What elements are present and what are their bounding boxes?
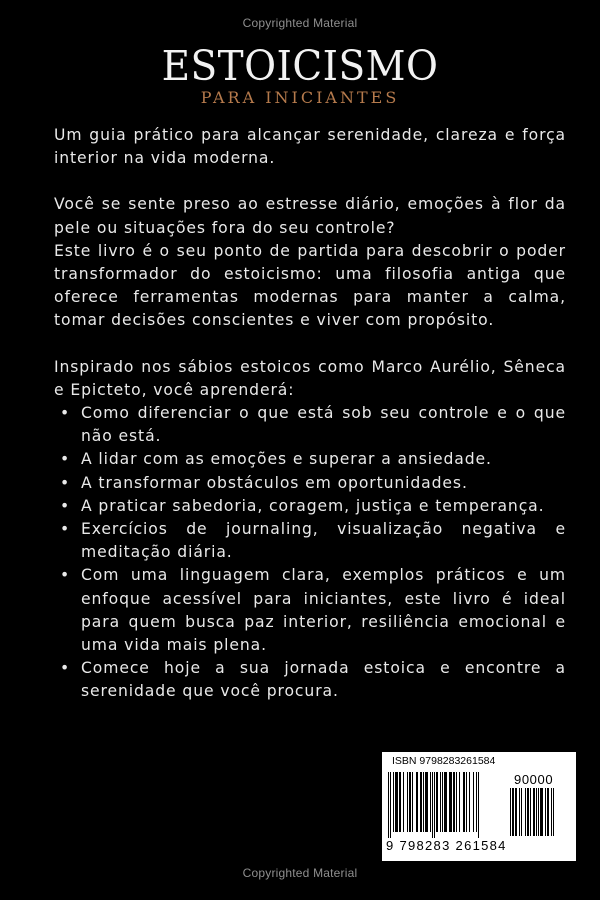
paragraph-gap [54,333,566,356]
copyright-watermark-top: Copyrighted Material [242,16,358,30]
list-item: • Com uma linguagem clara, exemplos práticos e um enfoque acessível para iniciantes, este livro é ideal para quem busca paz interior, resiliência emocional e uma vida mais plena. [54,564,566,657]
book-subtitle: PARA INICIANTES [200,88,400,107]
barcode-bars [388,772,506,838]
paragraph-gap [54,170,566,193]
book-title: ESTOICISMO [161,42,439,90]
copyright-watermark-bottom: Copyrighted Material [242,866,358,880]
addon-barcode-bars [510,788,568,838]
barcode-digits: 9 798283 261584 [386,838,507,853]
question-paragraph: Você se sente preso ao estresse diário, emoções à flor da pele ou situações fora do seu controle? [54,195,566,237]
isbn-barcode [382,752,576,861]
pitch-paragraph: Este livro é o seu ponto de partida para descobrir o poder transformador do estoicismo: uma filosofia antiga que oferece ferramentas modernas para manter a calma, tomar decisões conscientes e viver com propósito. [54,241,566,330]
list-item: • A praticar sabedoria, coragem, justiça e temperança. [54,495,566,518]
list-item: • A transformar obstáculos em oportunidades. [54,472,566,495]
price-code: 90000 [514,772,554,787]
list-item: • A lidar com as emoções e superar a ansiedade. [54,448,566,471]
intro-paragraph: Um guia prático para alcançar serenidade, clareza e força interior na vida moderna. [54,126,566,168]
list-item: • Comece hoje a sua jornada estoica e encontre a serenidade que você procura. [54,657,566,703]
learning-list [54,402,566,704]
list-item: • Como diferenciar o que está sob seu controle e o que não está. [54,402,566,448]
inspired-paragraph: Inspirado nos sábios estoicos como Marco Aurélio, Sêneca e Epicteto, você aprenderá: [54,357,566,399]
back-cover-text [54,124,566,704]
list-item: • Exercícios de journaling, visualização negativa e meditação diária. [54,518,566,564]
isbn-label: ISBN 9798283261584 [392,755,496,767]
